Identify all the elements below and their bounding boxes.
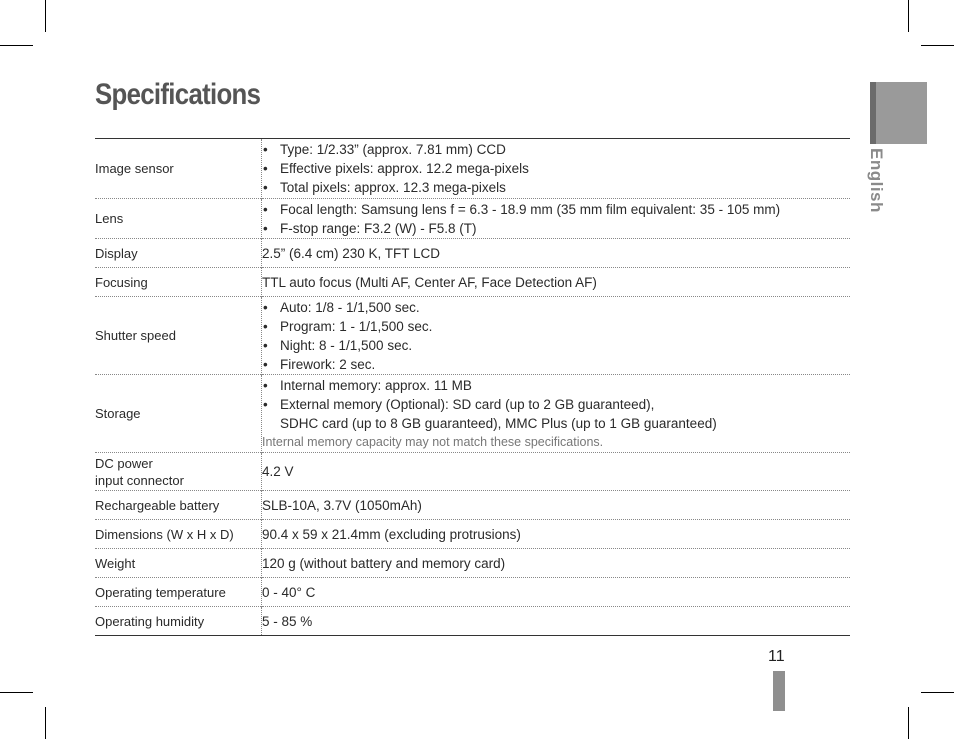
spec-row-dimensions <box>95 520 850 549</box>
spec-bullet: • Auto: 1/8 - 1/1,500 sec. <box>262 298 850 317</box>
crop-mark <box>908 707 909 739</box>
spec-label: Display <box>95 239 262 268</box>
spec-bullet: • Total pixels: approx. 12.3 mega-pixels <box>262 178 850 197</box>
spec-label: Rechargeable battery <box>95 491 262 520</box>
spec-note: Internal memory capacity may not match these specifications. <box>262 434 604 449</box>
spec-bullet: • F-stop range: F3.2 (W) - F5.8 (T) <box>262 219 850 238</box>
spec-value <box>262 199 851 239</box>
spec-value: 2.5” (6.4 cm) 230 K, TFT LCD <box>262 245 441 261</box>
specifications-table <box>95 138 850 636</box>
spec-value: 5 - 85 % <box>262 613 313 629</box>
spec-label <box>95 453 262 491</box>
spec-row-lens <box>95 199 850 239</box>
spec-value <box>262 297 851 375</box>
spec-value <box>262 375 851 453</box>
crop-mark <box>45 707 46 739</box>
crop-mark <box>921 692 954 693</box>
spec-row-dc-power <box>95 453 850 491</box>
spec-bullet: • Program: 1 - 1/1,500 sec. <box>262 317 850 336</box>
spec-bullet: • Focal length: Samsung lens f = 6.3 - 18.9 mm (35 mm film equivalent: 35 - 105 mm) <box>262 200 850 219</box>
spec-value: TTL auto focus (Multi AF, Center AF, Face Detection AF) <box>262 274 597 290</box>
spec-value: 90.4 x 59 x 21.4mm (excluding protrusions) <box>262 526 521 542</box>
crop-mark <box>908 0 909 32</box>
spec-row-temperature <box>95 578 850 607</box>
page-title: Specifications <box>95 78 261 111</box>
spec-row-focusing <box>95 268 850 297</box>
page-number: 11 <box>768 648 785 665</box>
spec-value: 0 - 40° C <box>262 584 316 600</box>
spec-value: 120 g (without battery and memory card) <box>262 555 506 571</box>
spec-bullet: • Effective pixels: approx. 12.2 mega-pixels <box>262 159 850 178</box>
spec-bullet: • Firework: 2 sec. <box>262 355 850 374</box>
spec-label: Lens <box>95 199 262 239</box>
spec-label: Dimensions (W x H x D) <box>95 520 262 549</box>
language-tab-label: English <box>867 148 886 213</box>
spec-row-shutter-speed <box>95 297 850 375</box>
spec-label: Focusing <box>95 268 262 297</box>
spec-label: Operating temperature <box>95 578 262 607</box>
spec-label-line: DC power <box>95 455 153 471</box>
spec-label: Image sensor <box>95 139 262 199</box>
spec-label: Weight <box>95 549 262 578</box>
spec-label: Shutter speed <box>95 297 262 375</box>
spec-value: SLB-10A, 3.7V (1050mAh) <box>262 497 422 513</box>
spec-bullet: • Type: 1/2.33” (approx. 7.81 mm) CCD <box>262 140 850 159</box>
spec-bullet-text: External memory (Optional): SD card (up to 2 GB guaranteed), <box>280 396 655 412</box>
spec-bullet: • Night: 8 - 1/1,500 sec. <box>262 336 850 355</box>
crop-mark <box>921 45 954 46</box>
crop-mark <box>0 45 33 46</box>
spec-row-image-sensor <box>95 139 850 199</box>
spec-bullet-continuation: SDHC card (up to 8 GB guaranteed), MMC Plus (up to 1 GB guaranteed) <box>280 415 717 431</box>
spec-label: Storage <box>95 375 262 453</box>
spec-value: 4.2 V <box>262 464 294 479</box>
spec-row-battery <box>95 491 850 520</box>
spec-label-line: input connector <box>95 472 184 488</box>
page-number-bar <box>773 671 785 711</box>
spec-row-display <box>95 239 850 268</box>
spec-bullet: • Internal memory: approx. 11 MB <box>262 376 850 395</box>
spec-label: Operating humidity <box>95 607 262 636</box>
crop-mark <box>0 692 33 693</box>
crop-mark <box>45 0 46 32</box>
spec-row-weight <box>95 549 850 578</box>
spec-row-storage <box>95 375 850 453</box>
spec-row-humidity <box>95 607 850 636</box>
language-tab <box>870 82 927 144</box>
spec-bullet <box>262 395 850 433</box>
spec-value <box>262 139 851 199</box>
